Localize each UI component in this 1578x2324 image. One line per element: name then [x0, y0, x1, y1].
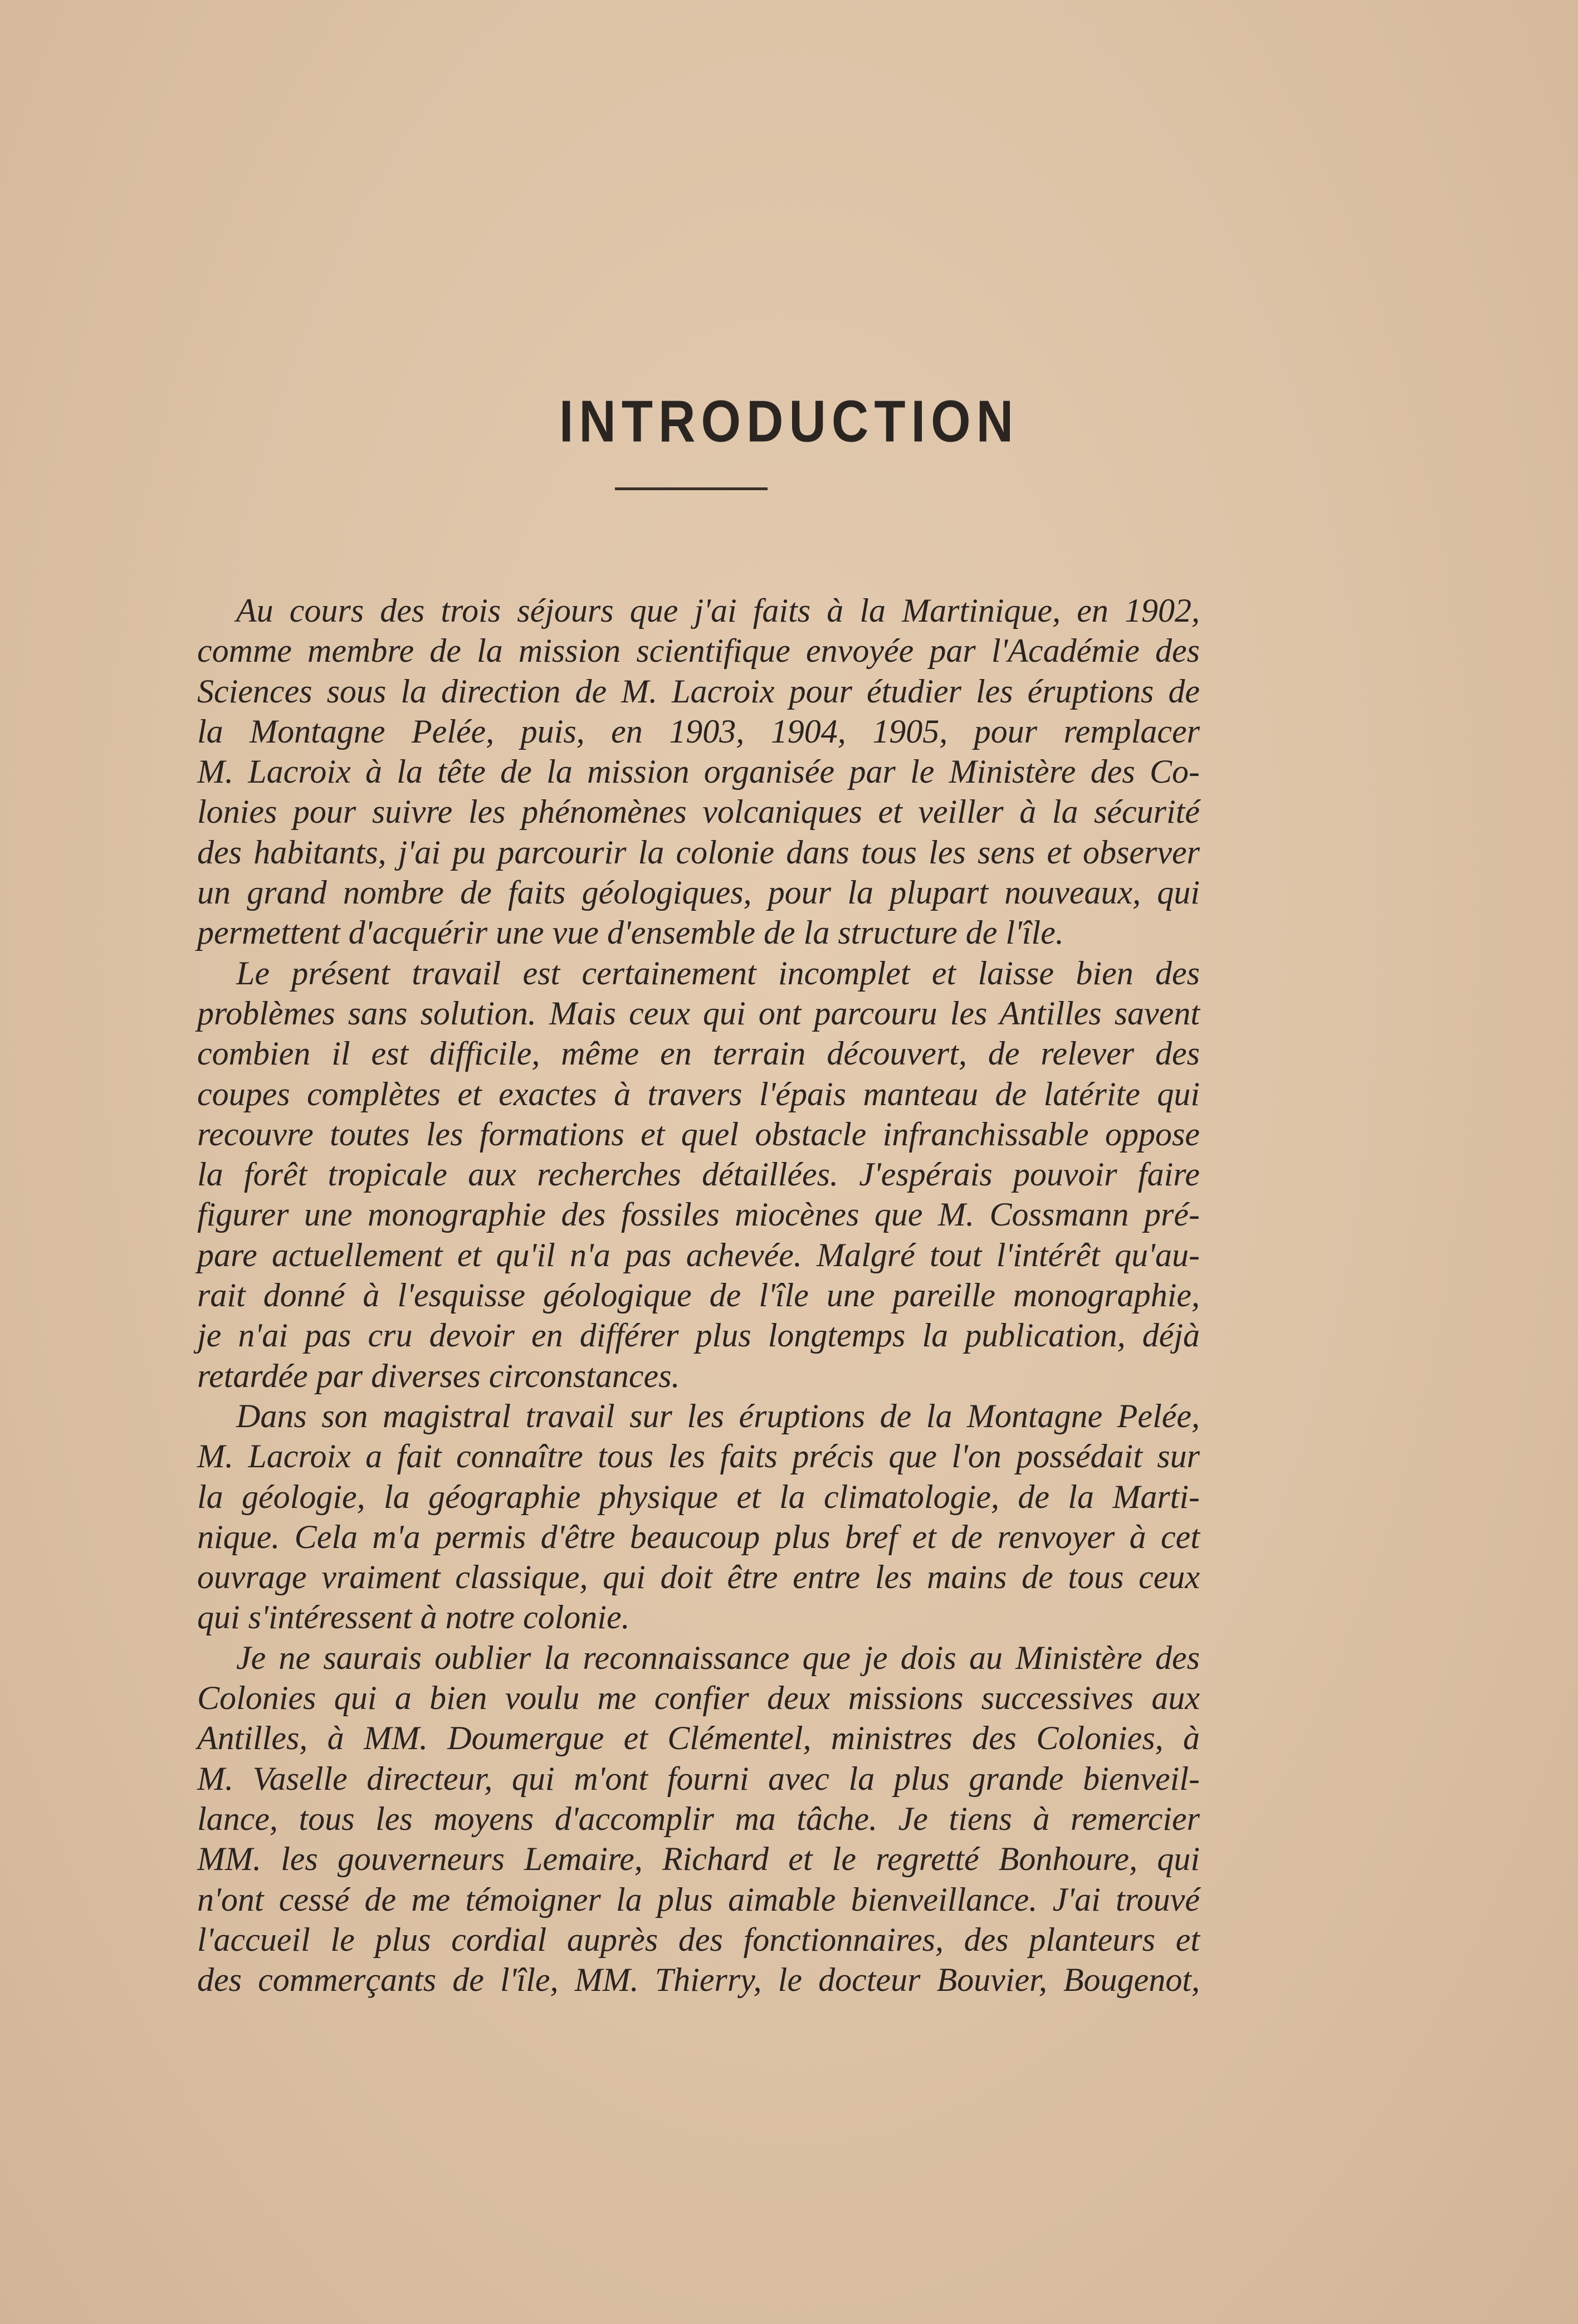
text-line: pare actuellement et qu'il n'a pas achevée. Malgré tout l'intérêt qu'au- — [197, 1236, 1200, 1273]
text-line: Je ne saurais oublier la reconnaissance que je dois au Ministère des — [236, 1639, 1200, 1676]
document-body — [197, 590, 1200, 2000]
text-line: un grand nombre de faits géologiques, pour la plupart nouveaux, qui — [197, 874, 1200, 911]
text-line: Au cours des trois séjours que j'ai faits à la Martinique, en 1902, — [236, 592, 1200, 629]
text-line: permettent d'acquérir une vue d'ensemble de la structure de l'île. — [197, 914, 1064, 951]
text-line: lance, tous les moyens d'accomplir ma tâche. Je tiens à remercier — [197, 1800, 1200, 1837]
text-line: Antilles, à MM. Doumergue et Clémentel, ministres des Colonies, à — [197, 1720, 1200, 1757]
text-line: M. Lacroix à la tête de la mission organisée par le Ministère des Co- — [197, 753, 1200, 790]
paragraph — [197, 1638, 1200, 2000]
text-line: Sciences sous la direction de M. Lacroix pour étudier les éruptions de — [197, 672, 1200, 710]
text-line: je n'ai pas cru devoir en différer plus longtemps la publication, déjà — [197, 1317, 1200, 1354]
paragraph — [197, 590, 1200, 953]
text-line: qui s'intéressent à notre colonie. — [197, 1599, 630, 1636]
text-line: retardée par diverses circonstances. — [197, 1357, 680, 1394]
title-divider — [615, 487, 768, 490]
text-line: figurer une monographie des fossiles miocènes que M. Cossmann pré- — [197, 1196, 1200, 1233]
text-line: M. Vaselle directeur, qui m'ont fourni avec la plus grande bienveil- — [197, 1760, 1200, 1797]
paragraph — [197, 953, 1200, 1396]
text-line: recouvre toutes les formations et quel obstacle infranchissable oppose — [197, 1115, 1200, 1153]
text-line: ouvrage vraiment classique, qui doit être entre les mains de tous ceux — [197, 1559, 1200, 1596]
text-line: la forêt tropicale aux recherches détaillées. J'espérais pouvoir faire — [197, 1156, 1200, 1193]
text-line: Colonies qui a bien voulu me confier deux missions successives aux — [197, 1679, 1200, 1717]
text-line: comme membre de la mission scientifique envoyée par l'Académie des — [197, 632, 1200, 670]
paragraph — [197, 1396, 1200, 1638]
text-line: M. Lacroix a fait connaître tous les faits précis que l'on possédait sur — [197, 1438, 1200, 1475]
text-line: lonies pour suivre les phénomènes volcaniques et veiller à la sécurité — [197, 793, 1200, 831]
text-line: des habitants, j'ai pu parcourir la colonie dans tous les sens et observer — [197, 833, 1200, 871]
text-line: rait donné à l'esquisse géologique de l'île une pareille monographie, — [197, 1277, 1200, 1314]
text-line: Dans son magistral travail sur les éruptions de la Montagne Pelée, — [236, 1397, 1200, 1434]
text-line: problèmes sans solution. Mais ceux qui ont parcouru les Antilles savent — [197, 994, 1200, 1032]
text-line: des commerçants de l'île, MM. Thierry, le docteur Bouvier, Bougenot, — [197, 1961, 1200, 1999]
text-line: combien il est difficile, même en terrain découvert, de relever des — [197, 1035, 1200, 1072]
page-title: INTRODUCTION — [559, 389, 1019, 455]
text-line: la géologie, la géographie physique et la climatologie, de la Marti- — [197, 1478, 1200, 1515]
text-line: la Montagne Pelée, puis, en 1903, 1904, 1905, pour remplacer — [197, 712, 1200, 750]
text-line: MM. les gouverneurs Lemaire, Richard et le regretté Bonhoure, qui — [197, 1840, 1200, 1878]
text-line: Le présent travail est certainement incomplet et laisse bien des — [236, 954, 1200, 992]
text-line: n'ont cessé de me témoigner la plus aimable bienveillance. J'ai trouvé — [197, 1881, 1200, 1918]
text-line: l'accueil le plus cordial auprès des fonctionnaires, des planteurs et — [197, 1921, 1200, 1958]
text-line: nique. Cela m'a permis d'être beaucoup plus bref et de renvoyer à cet — [197, 1518, 1200, 1555]
text-line: coupes complètes et exactes à travers l'épais manteau de latérite qui — [197, 1075, 1200, 1112]
